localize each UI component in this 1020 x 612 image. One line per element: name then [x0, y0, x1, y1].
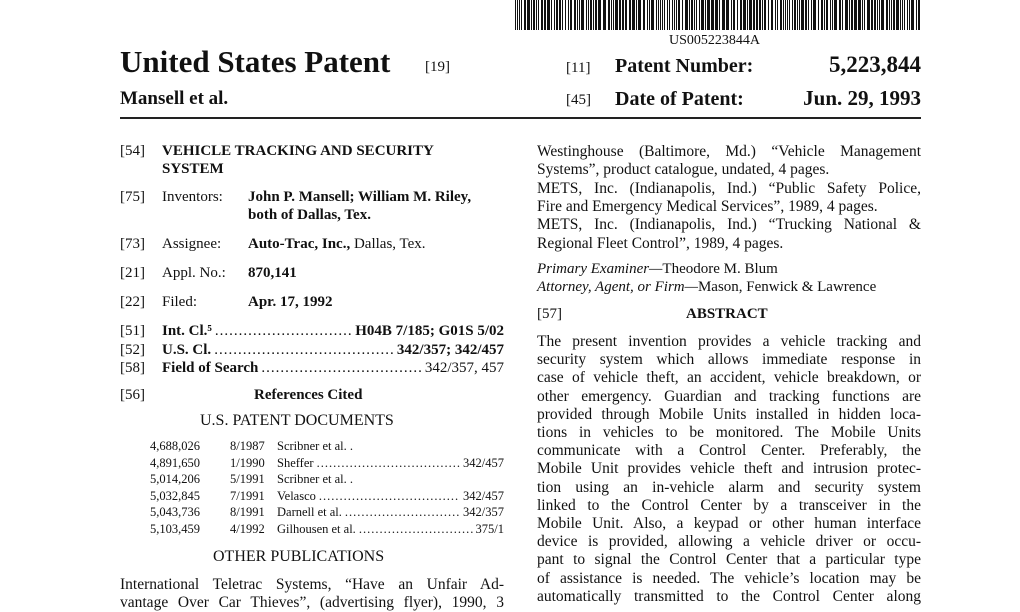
field-code: [56]: [120, 387, 145, 403]
appl-label: Appl. No.:: [162, 265, 226, 281]
ref-number: 5,032,845: [150, 488, 200, 503]
ref-date: 5/1991: [230, 472, 265, 486]
inventors-2: both of Dallas, Tex.: [248, 207, 371, 223]
patent-number-code: [11]: [566, 60, 591, 76]
document-title: United States Patent: [120, 44, 391, 79]
us-cl-value: 342/357; 342/457: [396, 342, 504, 358]
references-title: References Cited: [254, 387, 363, 403]
ref-date: 1/1990: [230, 455, 265, 470]
us-cl-label: U.S. Cl.: [162, 342, 212, 358]
header-rule: [120, 117, 921, 119]
ref-name: Sheffer: [277, 455, 314, 470]
abstract-line: device is provided, allowing a vehicle driver or occu-: [537, 533, 921, 551]
abstract-line: security system which allows immediate response in: [537, 351, 921, 369]
ref-class: 342/457: [463, 488, 504, 503]
abstract-line: other emergency. Guardian and tracking functions are: [537, 387, 921, 405]
ref-class: 342/357: [463, 505, 504, 519]
ref-number: 5,014,206: [150, 472, 200, 486]
publication-line: Westinghouse (Baltimore, Md.) “Vehicle Management: [537, 143, 921, 160]
assignee-location: Dallas, Tex.: [353, 236, 426, 252]
ref-date: 4/1992: [230, 521, 265, 536]
ref-number: 5,043,736: [150, 505, 200, 519]
field-code: [73]: [120, 236, 145, 252]
abstract-line: automatically transmitted to the Control Center along: [537, 587, 921, 605]
ref-date: 8/1991: [230, 505, 265, 519]
field-code: [58]: [120, 360, 145, 376]
ref-date: 7/1991: [230, 488, 265, 503]
abstract-line: case of vehicle theft, an accident, vehicle breakdown, or: [537, 369, 921, 387]
field-code: [52]: [120, 342, 145, 358]
publication-line: International Teletrac Systems, “Have an Unfair Ad-: [120, 576, 504, 593]
assignee-label: Assignee:: [162, 236, 222, 252]
examiner-label: Primary Examiner—: [537, 261, 663, 277]
ref-name: Gilhousen et al.: [277, 521, 356, 536]
field-code: [57]: [537, 306, 562, 322]
field-code: [75]: [120, 189, 145, 205]
invention-title: VEHICLE TRACKING AND SECURITY: [162, 143, 434, 159]
barcode-text: US005223844A: [669, 33, 761, 48]
abstract-line: tions in vehicles to be monitored. The Mobile Units: [537, 424, 921, 441]
filed-label: Filed:: [162, 294, 198, 310]
abstract-line: Mobile Unit. Also, a keypad or other human interface: [537, 515, 921, 532]
abstract-title: ABSTRACT: [686, 306, 768, 322]
authors: Mansell et al.: [120, 88, 229, 109]
filed-date: Apr. 17, 1992: [248, 294, 333, 310]
field-of-search-value: 342/357, 457: [424, 360, 504, 376]
ref-number: 4,688,026: [150, 439, 200, 453]
publication-line: Fire and Emergency Medical Services”, 1989, 4 pages.: [537, 197, 878, 215]
field-code: [21]: [120, 265, 145, 281]
ref-number: 4,891,650: [150, 455, 200, 470]
publication-line: Regional Fleet Control”, 1989, 4 pages.: [537, 234, 784, 252]
patent-date: Jun. 29, 1993: [803, 86, 921, 110]
date-code: [45]: [566, 92, 591, 108]
abstract-line: communicate with a Control Center. Preferably, the: [537, 442, 921, 460]
publication-line: Systems”, product catalogue, undated, 4 pages.: [537, 161, 830, 179]
ref-class: 375/1: [475, 521, 504, 536]
abstract-line: Mobile Unit provides vehicle theft and intrusion protec-: [537, 460, 921, 478]
publication-line: METS, Inc. (Indianapolis, Ind.) “Trucking National &: [537, 216, 921, 234]
field-of-search-label: Field of Search: [162, 360, 259, 376]
inventors: John P. Mansell; William M. Riley,: [248, 189, 472, 205]
attorney: Mason, Fenwick & Lawrence: [697, 279, 877, 295]
attorney-label: Attorney, Agent, or Firm—: [537, 279, 698, 295]
date-label: Date of Patent:: [615, 88, 744, 110]
assignee-name: Auto-Trac, Inc.,: [248, 236, 351, 252]
field-code: [51]: [120, 323, 145, 339]
barcode: [515, 0, 920, 30]
field-code: [54]: [120, 143, 145, 159]
ref-number: 5,103,459: [150, 521, 200, 536]
publication-line: vantage Over Car Thieves”, (advertising flyer), 1990, 3: [120, 594, 504, 611]
ref-name: Scribner et al. .: [277, 439, 354, 453]
title-code: [19]: [425, 59, 450, 75]
inventors-label: Inventors:: [162, 189, 223, 205]
ref-name: Scribner et al. .: [277, 472, 354, 486]
invention-title-2: SYSTEM: [162, 161, 224, 177]
patent-number: 5,223,844: [829, 52, 921, 77]
abstract-line: The present invention provides a vehicle tracking and: [537, 333, 921, 350]
abstract-line: pant to signal the Control Center that a particular type: [537, 551, 921, 569]
abstract-line: provided through Mobile Units installed in hidden loca-: [537, 405, 921, 423]
other-pubs-title: OTHER PUBLICATIONS: [213, 548, 385, 565]
publication-line: METS, Inc. (Indianapolis, Ind.) “Public Safety Police,: [537, 179, 921, 197]
ref-name: Velasco: [277, 488, 316, 503]
abstract-line: tion using an in-vehicle alarm and security system: [537, 478, 921, 496]
int-cl-label: Int. Cl.⁵: [162, 323, 212, 339]
patent-number-label: Patent Number:: [615, 55, 754, 77]
us-docs-title: U.S. PATENT DOCUMENTS: [200, 412, 394, 429]
int-cl-value: H04B 7/185; G01S 5/02: [355, 323, 504, 339]
ref-name: Darnell et al.: [277, 505, 342, 519]
abstract-line: linked to the Control Center by a transceiver in the: [537, 496, 921, 514]
ref-date: 8/1987: [230, 439, 265, 453]
field-code: [22]: [120, 294, 145, 310]
appl-number: 870,141: [248, 265, 297, 281]
examiner: Theodore M. Blum: [662, 261, 778, 277]
ref-class: 342/457: [463, 455, 504, 470]
abstract-line: of assistance is needed. The vehicle’s location may be: [537, 569, 921, 587]
